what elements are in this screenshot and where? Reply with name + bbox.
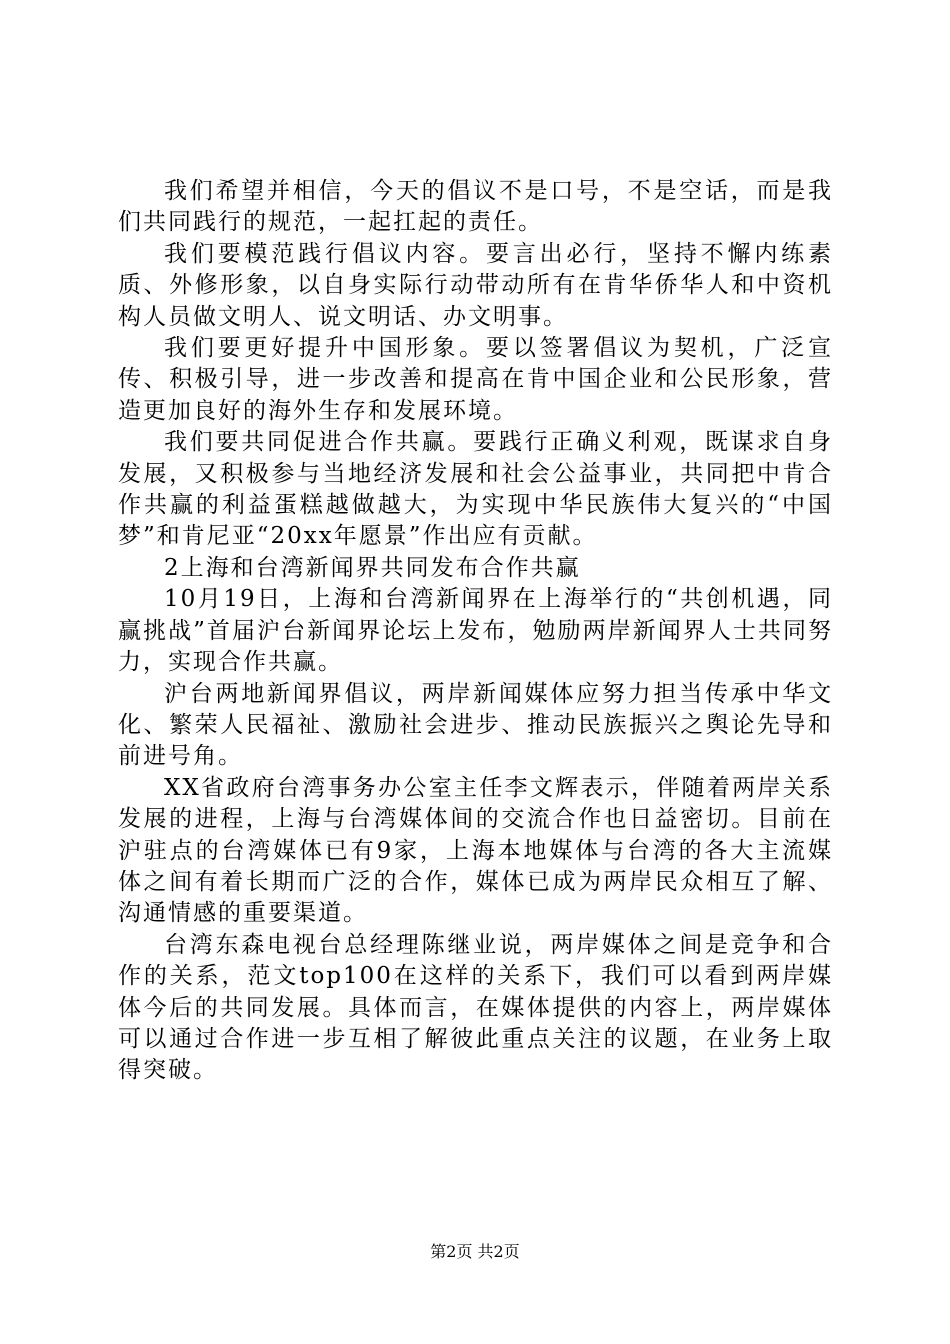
paragraph-forum-announcement: 10月19日，上海和台湾新闻界在上海举行的“共创机遇，同赢挑战”首届沪台新闻界论坛上发布，勉励两岸新闻界人士共同努力，实现合作共赢。 bbox=[118, 586, 833, 676]
document-body bbox=[118, 176, 833, 1087]
paragraph-official-statement: XX省政府台湾事务办公室主任李文辉表示，伴随着两岸关系发展的进程，上海与台湾媒体间的交流合作也日益密切。目前在沪驻点的台湾媒体已有9家，上海本地媒体与台湾的各大主流媒体之间有着长期而广泛的合作，媒体已成为两岸民众相互了解、沟通情感的重要渠道。 bbox=[118, 774, 833, 927]
page-number-footer: 第2页 共2页 bbox=[430, 1242, 520, 1261]
paragraph-model-practice: 我们要模范践行倡议内容。要言出必行，坚持不懈内练素质、外修形象，以自身实际行动带动所有在肯华侨华人和中资机构人员做文明人、说文明话、办文明事。 bbox=[118, 240, 833, 330]
paragraph-win-win: 我们要共同促进合作共赢。要践行正确义利观，既谋求自身发展，又积极参与当地经济发展和社会公益事业，共同把中肯合作共赢的利益蛋糕越做越大，为实现中华民族伟大复兴的“中国梦”和肯尼亚“20xx年愿景”作出应有贡献。 bbox=[118, 429, 833, 550]
paragraph-media-initiative: 沪台两地新闻界倡议，两岸新闻媒体应努力担当传承中华文化、繁荣人民福祉、激励社会进步、推动民族振兴之舆论先导和前进号角。 bbox=[118, 680, 833, 770]
section-heading-shanghai-taiwan: 2上海和台湾新闻界共同发布合作共赢 bbox=[164, 554, 581, 581]
paragraph-tv-manager-statement: 台湾东森电视台总经理陈继业说，两岸媒体之间是竞争和合作的关系，范文top100在这样的关系下，我们可以看到两岸媒体今后的共同发展。具体而言，在媒体提供的内容上，两岸媒体可以通过合作进一步互相了解彼此重点关注的议题，在业务上取得突破。 bbox=[118, 931, 833, 1084]
paragraph-china-image: 我们要更好提升中国形象。要以签署倡议为契机，广泛宣传、积极引导，进一步改善和提高在肯中国企业和公民形象，营造更加良好的海外生存和发展环境。 bbox=[118, 335, 833, 424]
paragraph-pledge-belief: 我们希望并相信，今天的倡议不是口号，不是空话，而是我们共同践行的规范，一起扛起的责任。 bbox=[118, 178, 833, 236]
